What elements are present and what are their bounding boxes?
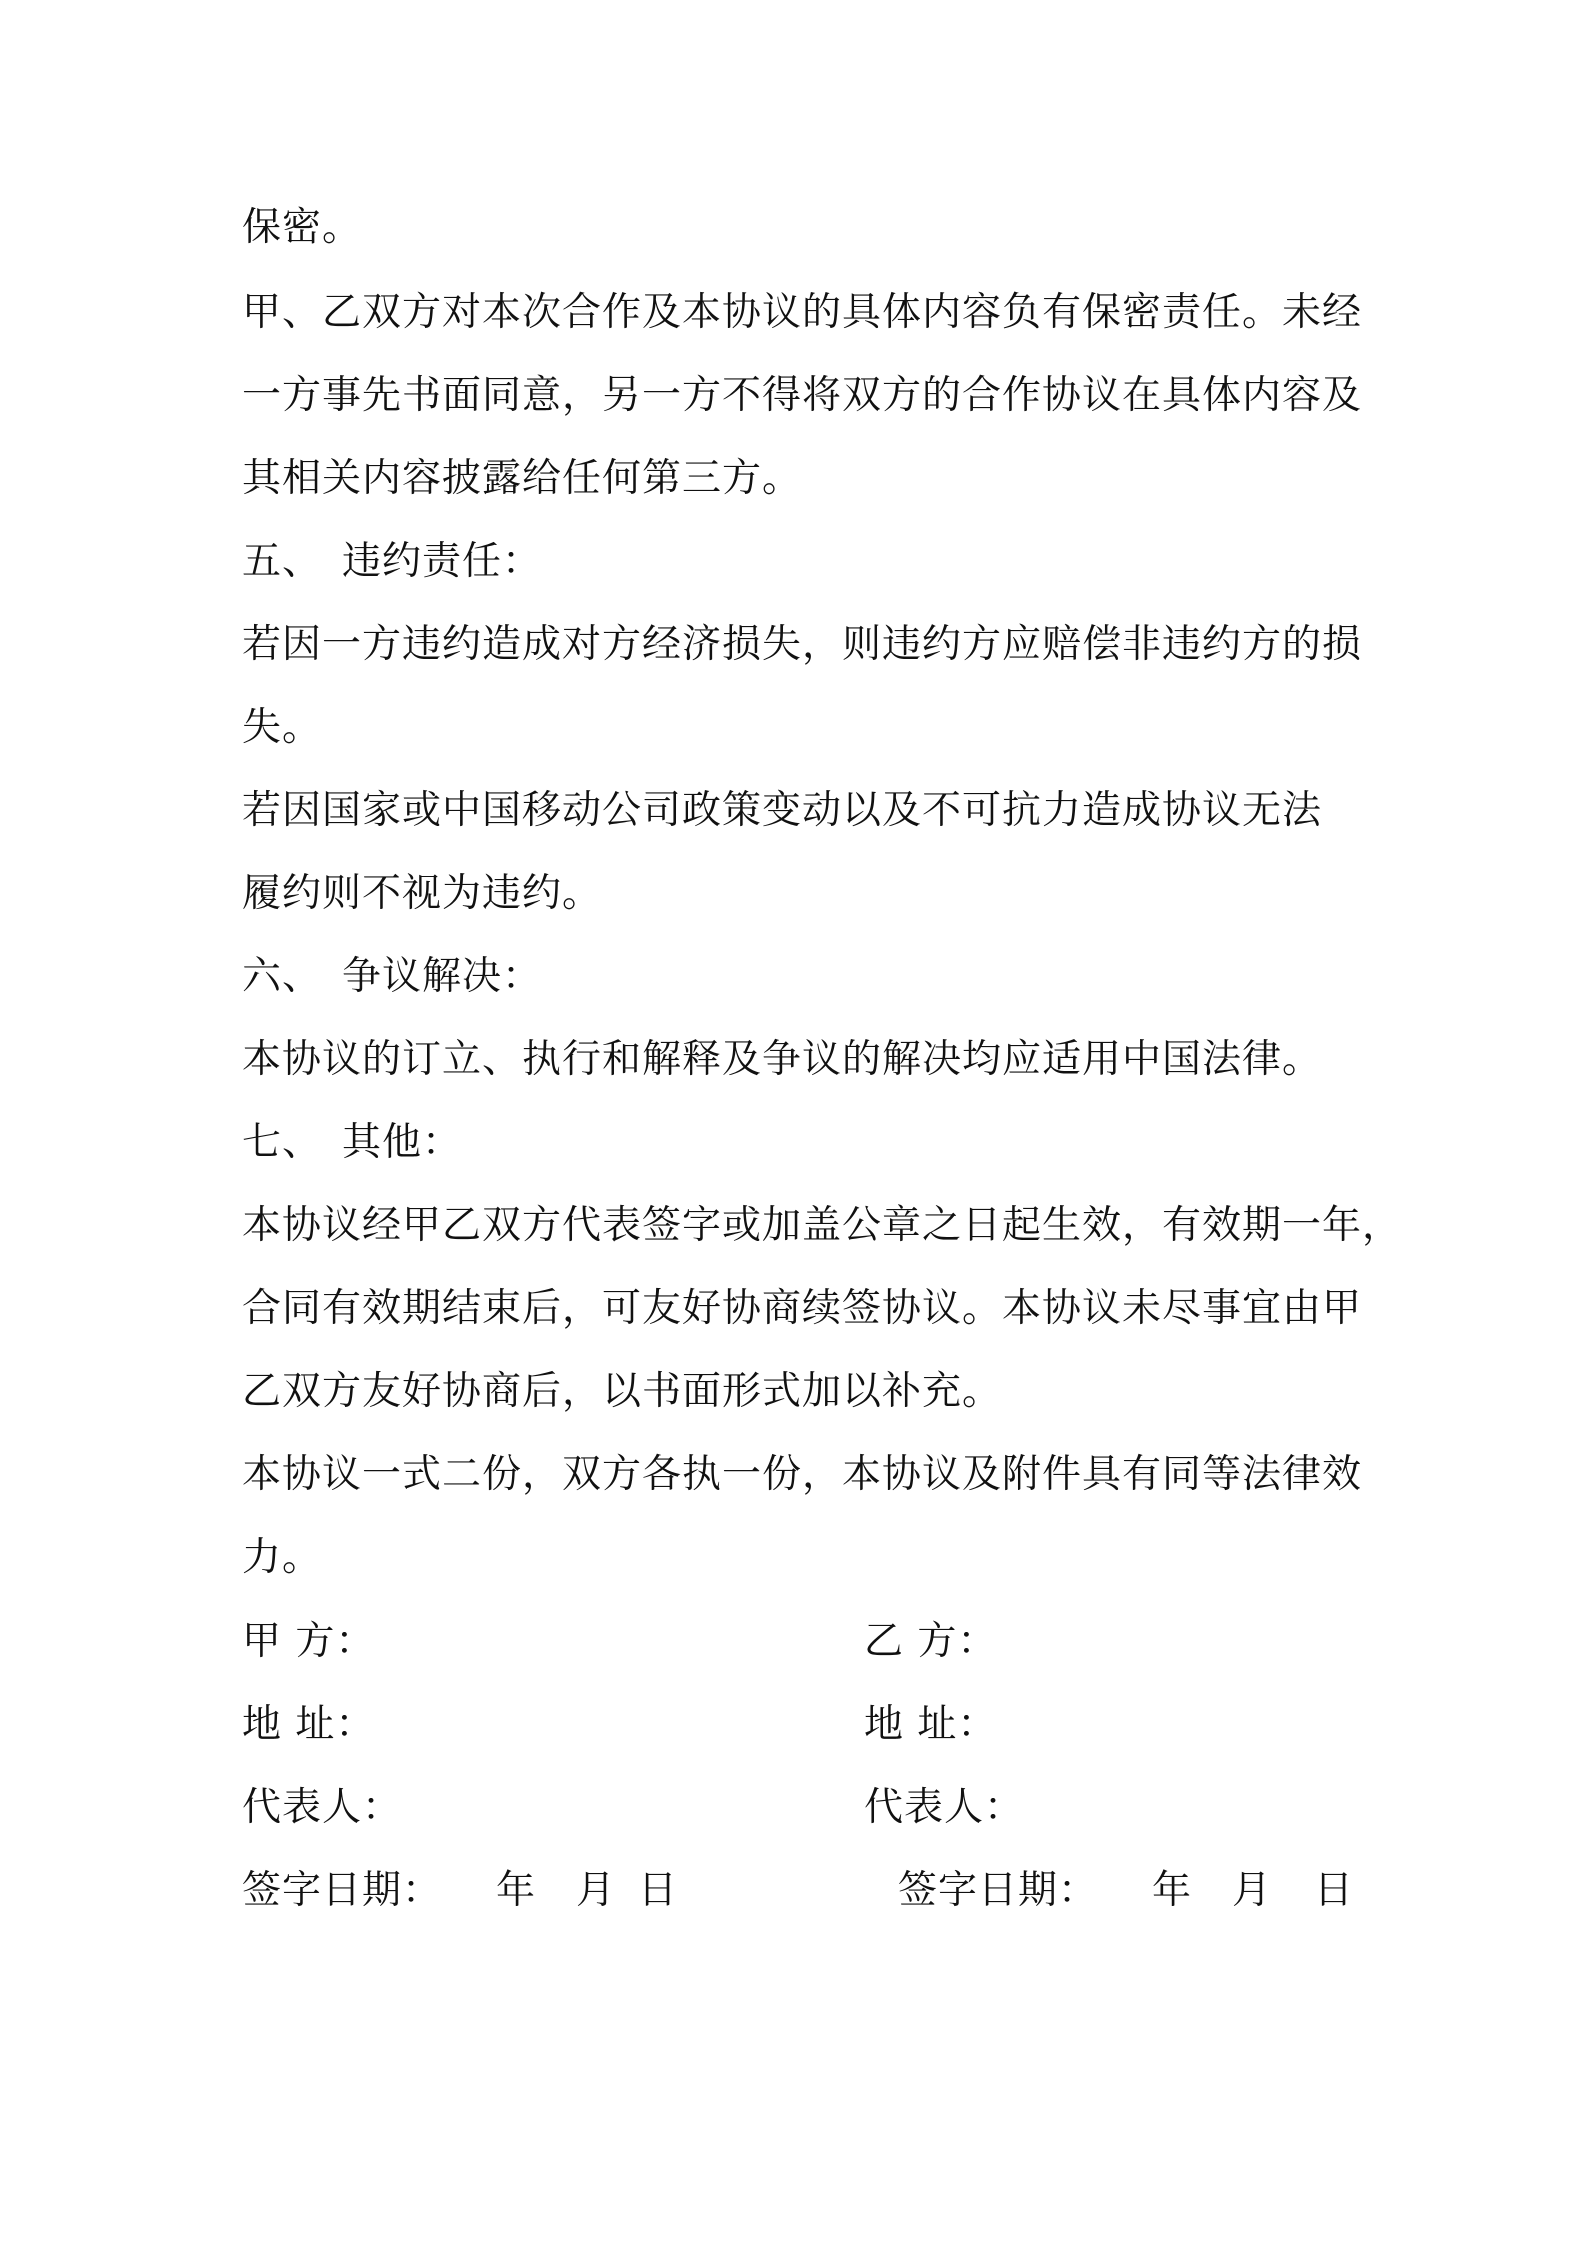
party-b-month: 月 bbox=[1232, 1868, 1273, 1913]
party-a-month: 月 bbox=[576, 1868, 617, 1913]
party-a-representative-label: 代表人： bbox=[242, 1785, 403, 1830]
signing-date-label: 签字日期： bbox=[898, 1868, 1099, 1913]
party-b-label: 乙 方： bbox=[864, 1619, 998, 1664]
paragraph-line: 一方事先书面同意，另一方不得将双方的合作协议在具体内容及 bbox=[242, 373, 1363, 418]
paragraph-line: 合同有效期结束后，可友好协商续签协议。本协议未尽事宜由甲 bbox=[242, 1286, 1363, 1331]
paragraph-line: 力。 bbox=[242, 1535, 323, 1580]
paragraph-line: 甲、乙双方对本次合作及本协议的具体内容负有保密责任。未经 bbox=[242, 290, 1363, 335]
paragraph-line: 本协议经甲乙双方代表签字或加盖公章之日起生效，有效期一年， bbox=[242, 1203, 1403, 1248]
section-title: 其他： bbox=[342, 1120, 463, 1165]
section-heading-dispute bbox=[242, 952, 542, 1002]
paragraph-line: 乙双方友好协商后，以书面形式加以补充。 bbox=[242, 1369, 1003, 1414]
party-a-signing-date bbox=[242, 1866, 442, 1916]
paragraph-line: 保密。 bbox=[242, 205, 363, 250]
paragraph-line: 本协议的订立、执行和解释及争议的解决均应适用中国法律。 bbox=[242, 1037, 1323, 1082]
party-b-year: 年 bbox=[1152, 1868, 1193, 1913]
paragraph-line: 本协议一式二份，双方各执一份，本协议及附件具有同等法律效 bbox=[242, 1452, 1363, 1497]
section-number: 五、 bbox=[242, 539, 323, 584]
section-title: 争议解决： bbox=[342, 954, 543, 999]
party-a-day: 日 bbox=[638, 1868, 679, 1913]
party-b-representative-label: 代表人： bbox=[864, 1785, 1025, 1830]
party-a-address-label: 地 址： bbox=[242, 1702, 376, 1747]
paragraph-line: 若因一方违约造成对方经济损失，则违约方应赔偿非违约方的损 bbox=[242, 622, 1363, 667]
paragraph-line: 履约则不视为违约。 bbox=[242, 871, 603, 916]
section-number: 六、 bbox=[242, 954, 323, 999]
section-number: 七、 bbox=[242, 1120, 323, 1165]
section-heading-other bbox=[242, 1118, 462, 1168]
party-b-day: 日 bbox=[1314, 1868, 1355, 1913]
party-a-label: 甲 方： bbox=[242, 1619, 376, 1664]
paragraph-line: 若因国家或中国移动公司政策变动以及不可抗力造成协议无法 bbox=[242, 788, 1323, 833]
party-b-signing-date bbox=[898, 1866, 1098, 1916]
section-heading-breach bbox=[242, 537, 542, 587]
party-a-year: 年 bbox=[496, 1868, 537, 1913]
signing-date-label: 签字日期： bbox=[242, 1868, 443, 1913]
paragraph-line: 其相关内容披露给任何第三方。 bbox=[242, 456, 803, 501]
paragraph-line: 失。 bbox=[242, 705, 323, 750]
section-title: 违约责任： bbox=[342, 539, 543, 584]
party-b-address-label: 地 址： bbox=[864, 1702, 998, 1747]
